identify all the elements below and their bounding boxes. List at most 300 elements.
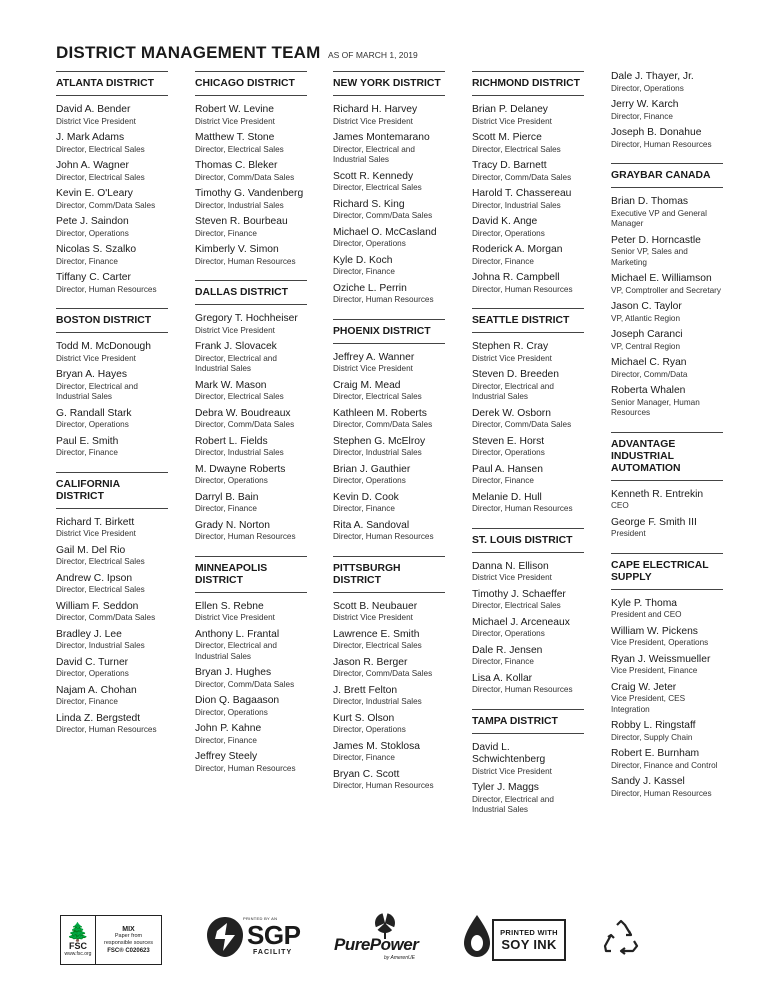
person-entry: [472, 782, 584, 816]
footer-logos: [0, 905, 768, 975]
person-name: Gregory T. Hochheiser: [195, 313, 298, 324]
person-title: President: [611, 529, 646, 538]
person-entry: [195, 244, 307, 267]
person-entry: [472, 742, 584, 778]
person-entry: [56, 104, 168, 127]
person-name: Kevin E. O'Leary: [56, 188, 133, 199]
person-entry: [333, 601, 445, 624]
person-entry: [333, 283, 445, 306]
person-name: Kimberly V. Simon: [195, 244, 279, 255]
person-entry: [195, 601, 307, 624]
section-heading: RICHMOND DISTRICT: [472, 71, 584, 96]
person-entry: [195, 751, 307, 774]
person-title: Director, Human Resources: [472, 504, 573, 513]
person-title: Director, Finance: [195, 228, 257, 238]
person-title: Director, Comm/Data Sales: [333, 669, 433, 678]
column-5: [611, 71, 723, 812]
person-name: Lawrence E. Smith: [333, 628, 420, 640]
person-name: Craig W. Jeter: [611, 681, 677, 693]
section-richmond-district: [472, 71, 584, 295]
person-name: Tracy D. Barnett: [472, 160, 547, 171]
person-title: Director, Human Resources: [333, 295, 434, 304]
person-entry: [56, 132, 168, 155]
person-title: Director, Operations: [56, 669, 129, 678]
section-chicago-district: [195, 71, 307, 267]
person-entry: [333, 520, 445, 543]
person-name: John P. Kahne: [195, 723, 262, 734]
person-name: William F. Seddon: [56, 600, 139, 612]
person-entry: [195, 380, 307, 403]
person-title: Director, Finance: [56, 448, 118, 457]
person-entry: [195, 436, 307, 459]
fsc-text: [96, 916, 161, 964]
person-entry: [195, 313, 307, 336]
person-name: Thomas C. Bleker: [195, 160, 278, 171]
person-name: Tiffany C. Carter: [56, 272, 131, 283]
person-entry: [56, 341, 168, 364]
person-entry: [611, 273, 723, 296]
person-name: Anthony L. Frantal: [195, 628, 280, 640]
person-name: Robert W. Levine: [195, 104, 274, 115]
pure-power-sub: by AmerenUE: [384, 955, 415, 961]
section-heading: TAMPA DISTRICT: [472, 709, 584, 734]
section-minneapolis-district: [195, 556, 307, 775]
person-title: Director, Electrical Sales: [333, 183, 422, 192]
person-title: District Vice President: [195, 116, 275, 126]
person-entry: [611, 329, 723, 352]
person-title: Director, Finance: [611, 111, 673, 121]
person-name: Harold T. Chassereau: [472, 188, 572, 199]
person-name: James Montemarano: [333, 132, 430, 143]
person-entry: [195, 408, 307, 431]
person-entry: [611, 776, 723, 799]
person-entry: [472, 104, 584, 127]
person-entry: [56, 657, 168, 680]
person-name: Steven E. Horst: [472, 435, 545, 447]
person-title: Director, Human Resources: [611, 788, 712, 798]
person-title: Director, Comm/Data Sales: [333, 420, 433, 429]
person-entry: [472, 188, 584, 211]
person-title: Director, Electrical Sales: [56, 172, 145, 182]
person-name: Richard S. King: [333, 198, 405, 210]
person-title: Director, Human Resources: [195, 532, 296, 541]
person-name: Richard T. Birkett: [56, 516, 135, 528]
person-title: District Vice President: [56, 353, 136, 363]
fsc-logo: [60, 915, 162, 965]
person-entry: [56, 629, 168, 652]
pure-power-logo: [332, 911, 432, 966]
section-seattle-district: [472, 308, 584, 515]
person-entry: [472, 673, 584, 696]
person-entry: [472, 216, 584, 239]
person-title: District Vice President: [195, 325, 275, 335]
person-entry: [195, 104, 307, 127]
person-entry: [472, 341, 584, 364]
column-2: [195, 71, 307, 787]
person-title: Director, Supply Chain: [611, 732, 693, 742]
section-heading: ATLANTA DISTRICT: [56, 71, 168, 96]
person-title: Director, Comm/Data Sales: [56, 200, 156, 210]
person-entry: [333, 769, 445, 792]
person-name: Brian D. Thomas: [611, 196, 689, 207]
person-entry: [611, 517, 723, 540]
person-name: Pete J. Saindon: [56, 216, 129, 227]
fsc-mark: [61, 916, 96, 964]
person-title: VP, Comptroller and Secretary: [611, 285, 721, 295]
person-title: Director, Electrical Sales: [472, 601, 561, 610]
person-name: Scott M. Pierce: [472, 132, 542, 143]
person-name: Jason C. Taylor: [611, 301, 682, 312]
person-entry: [611, 99, 723, 122]
person-name: Rita A. Sandoval: [333, 519, 410, 531]
person-title: Director, Human Resources: [472, 685, 573, 694]
person-name: Ellen S. Rebne: [195, 600, 264, 612]
person-entry: [611, 682, 723, 716]
soy-line2: SOY INK: [501, 937, 557, 952]
person-entry: [333, 492, 445, 515]
sgp-top-text: PRINTED BY AN: [243, 916, 278, 921]
section-heading: PITTSBURGH DISTRICT: [333, 556, 445, 593]
person-entry: [333, 629, 445, 652]
person-entry: [472, 160, 584, 183]
person-name: Kathleen M. Roberts: [333, 407, 427, 419]
person-name: Timothy G. Vandenberg: [195, 188, 304, 199]
sgp-logo: [205, 911, 305, 963]
section-heading: MINNEAPOLIS DISTRICT: [195, 556, 307, 593]
person-name: M. Dwayne Roberts: [195, 463, 286, 475]
person-title: Director, Industrial Sales: [472, 200, 561, 210]
section-heading: NEW YORK DISTRICT: [333, 71, 445, 96]
person-name: George F. Smith III: [611, 516, 697, 528]
column-4: [472, 71, 584, 829]
person-entry: [56, 573, 168, 596]
section-heading: CHICAGO DISTRICT: [195, 71, 307, 96]
person-title: District Vice President: [333, 364, 413, 373]
person-entry: [472, 561, 584, 584]
person-title: Senior Manager, Human Resources: [611, 397, 700, 417]
person-name: Richard H. Harvey: [333, 104, 418, 115]
person-name: Bryan A. Hayes: [56, 369, 127, 380]
person-entry: [472, 589, 584, 612]
person-name: William W. Pickens: [611, 625, 698, 637]
person-title: Director, Electrical Sales: [472, 144, 561, 154]
person-entry: [611, 626, 723, 649]
person-name: Matthew T. Stone: [195, 132, 275, 143]
person-title: Executive VP and General Manager: [611, 208, 707, 228]
person-name: Danna N. Ellison: [472, 560, 549, 572]
person-title: Director, Finance: [333, 753, 395, 762]
person-name: Kyle P. Thoma: [611, 597, 678, 609]
person-name: Johna R. Campbell: [472, 272, 560, 283]
section-graybar-canada: [611, 163, 723, 419]
sgp-emblem-icon: [205, 913, 245, 961]
person-name: Brian P. Delaney: [472, 104, 548, 115]
column-1: [56, 71, 168, 749]
person-entry: [333, 352, 445, 375]
person-title: District Vice President: [472, 116, 552, 126]
person-name: Robby L. Ringstaff: [611, 720, 696, 731]
person-entry: [611, 748, 723, 771]
person-name: Ryan J. Weissmueller: [611, 653, 711, 665]
section-california-district: [56, 472, 168, 736]
person-entry: [472, 272, 584, 295]
person-name: Todd M. McDonough: [56, 341, 152, 352]
person-title: Director, Electrical and Industrial Sales: [195, 353, 277, 373]
person-title: Director, Finance: [195, 504, 257, 513]
person-entry: [611, 127, 723, 150]
person-name: James M. Stoklosa: [333, 740, 420, 752]
person-entry: [333, 464, 445, 487]
person-title: Director, Operations: [611, 83, 684, 93]
sgp-sub-text: FACILITY: [253, 949, 293, 956]
person-entry: [333, 408, 445, 431]
person-name: Robert E. Burnham: [611, 748, 700, 759]
person-entry: [333, 436, 445, 459]
person-name: Darryl B. Bain: [195, 491, 259, 503]
person-name: Debra W. Boudreaux: [195, 407, 291, 419]
person-entry: [195, 667, 307, 690]
person-title: Director, Electrical Sales: [195, 144, 284, 154]
person-entry: [195, 520, 307, 543]
person-name: Michael O. McCasland: [333, 226, 437, 238]
person-name: G. Randall Stark: [56, 407, 132, 419]
person-title: Director, Industrial Sales: [56, 641, 145, 650]
person-name: Joseph B. Donahue: [611, 127, 702, 138]
soy-ink-box: [492, 919, 566, 961]
fsc-web: www.fsc.org: [64, 951, 92, 957]
person-entry: [611, 357, 723, 380]
person-name: Roderick A. Morgan: [472, 244, 563, 255]
person-entry: [56, 545, 168, 568]
person-name: Peter D. Horncastle: [611, 234, 701, 246]
person-name: Gail M. Del Rio: [56, 544, 126, 556]
person-title: CEO: [611, 501, 629, 510]
person-title: Director, Electrical Sales: [56, 557, 145, 566]
person-name: Linda Z. Bergstedt: [56, 712, 141, 724]
person-title: District Vice President: [56, 529, 136, 538]
person-name: Jason R. Berger: [333, 656, 408, 668]
person-name: Jeffrey Steely: [195, 751, 258, 762]
person-title: Director, Finance: [195, 735, 257, 745]
person-name: Brian J. Gauthier: [333, 463, 411, 475]
person-name: Grady N. Norton: [195, 519, 270, 531]
person-name: Kyle D. Koch: [333, 254, 393, 266]
person-entry: [56, 188, 168, 211]
person-title: Director, Finance: [333, 267, 395, 276]
person-title: President and CEO: [611, 610, 682, 619]
section-heading: SEATTLE DISTRICT: [472, 308, 584, 333]
person-name: Michael J. Arceneaux: [472, 616, 570, 628]
person-entry: [195, 492, 307, 515]
person-name: Frank J. Slovacek: [195, 341, 277, 352]
person-entry: [472, 645, 584, 668]
person-entry: [56, 160, 168, 183]
person-entry: [56, 713, 168, 736]
person-title: Director, Industrial Sales: [333, 448, 422, 457]
person-title: Director, Electrical Sales: [56, 585, 145, 594]
person-title: Director, Comm/Data Sales: [195, 679, 295, 689]
person-entry: [333, 255, 445, 278]
person-title: Director, Industrial Sales: [333, 697, 422, 706]
person-entry: [56, 408, 168, 431]
person-name: Kenneth R. Entrekin: [611, 488, 704, 500]
person-name: Kurt S. Olson: [333, 712, 395, 724]
person-entry: [333, 104, 445, 127]
person-entry: [611, 71, 723, 94]
person-entry: [195, 216, 307, 239]
person-title: Director, Finance: [472, 256, 534, 266]
person-title: Director, Electrical Sales: [333, 641, 422, 650]
person-name: Bradley J. Lee: [56, 628, 122, 640]
person-name: Michael C. Ryan: [611, 357, 687, 368]
person-entry: [611, 235, 723, 269]
person-title: Director, Comm/Data: [611, 369, 688, 379]
person-name: David K. Ange: [472, 216, 538, 227]
person-title: District Vice President: [56, 116, 136, 126]
person-name: Lisa A. Kollar: [472, 672, 533, 684]
person-entry: [472, 436, 584, 459]
section-advantage-industrial-automation: [611, 432, 723, 540]
person-name: Oziche L. Perrin: [333, 282, 407, 294]
person-name: Jeffrey A. Wanner: [333, 351, 415, 363]
person-title: Director, Electrical Sales: [56, 144, 145, 154]
person-name: David C. Turner: [56, 656, 129, 668]
person-title: Director, Comm/Data Sales: [472, 420, 572, 429]
section-heading: CALIFORNIA DISTRICT: [56, 472, 168, 509]
person-title: Director, Operations: [472, 629, 545, 638]
person-entry: [56, 272, 168, 295]
fsc-mark-label: FSC: [69, 941, 87, 951]
person-name: Craig M. Mead: [333, 379, 401, 391]
person-entry: [333, 713, 445, 736]
person-title: Director, Electrical Sales: [333, 392, 422, 401]
section-continued: [611, 71, 723, 150]
fsc-code: FSC® C020623: [107, 948, 150, 954]
sgp-main-text: SGP: [247, 920, 301, 950]
section-heading: GRAYBAR CANADA: [611, 163, 723, 188]
person-title: Director, Comm/Data Sales: [472, 172, 572, 182]
person-title: Director, Operations: [333, 725, 406, 734]
person-title: District Vice President: [333, 116, 413, 126]
person-title: Director, Operations: [195, 476, 268, 485]
person-title: Director, Operations: [472, 228, 545, 238]
person-title: Vice President, CES Integration: [611, 694, 686, 714]
person-entry: [56, 517, 168, 540]
person-entry: [611, 598, 723, 621]
person-entry: [195, 629, 307, 663]
title-date: AS OF MARCH 1, 2019: [327, 50, 418, 60]
person-title: Director, Industrial Sales: [195, 200, 284, 210]
person-name: Bryan J. Hughes: [195, 667, 272, 678]
fsc-line1: Paper from: [114, 933, 143, 939]
person-name: John A. Wagner: [56, 160, 129, 171]
pure-power-text: PurePower: [334, 935, 419, 954]
person-entry: [56, 216, 168, 239]
person-entry: [611, 654, 723, 677]
person-entry: [472, 464, 584, 487]
person-entry: [472, 492, 584, 515]
person-name: Kevin D. Cook: [333, 491, 399, 503]
fsc-mix: MIX: [122, 926, 135, 933]
person-entry: [611, 385, 723, 419]
page-title: [56, 43, 418, 63]
person-entry: [195, 341, 307, 375]
person-title: Director, Human Resources: [195, 763, 296, 773]
person-entry: [333, 227, 445, 250]
section-heading: BOSTON DISTRICT: [56, 308, 168, 333]
title-main: DISTRICT MANAGEMENT TEAM: [56, 43, 321, 62]
person-name: Michael E. Williamson: [611, 273, 712, 284]
person-name: Tyler J. Maggs: [472, 782, 539, 793]
person-entry: [195, 132, 307, 155]
person-entry: [195, 160, 307, 183]
person-entry: [472, 132, 584, 155]
person-entry: [333, 199, 445, 222]
person-title: Director, Comm/Data Sales: [333, 211, 433, 220]
person-name: Robert L. Fields: [195, 435, 268, 447]
person-title: Director, Human Resources: [56, 725, 157, 734]
person-name: Paul E. Smith: [56, 435, 119, 447]
person-name: J. Mark Adams: [56, 132, 125, 143]
person-name: Steven D. Breeden: [472, 369, 560, 380]
person-entry: [333, 380, 445, 403]
person-name: Derek W. Osborn: [472, 407, 551, 419]
section-new-york-district: [333, 71, 445, 306]
person-entry: [333, 171, 445, 194]
recycle-icon: [603, 919, 639, 955]
soy-ink-logo: [460, 913, 566, 961]
person-name: Jerry W. Karch: [611, 99, 679, 110]
person-entry: [611, 301, 723, 324]
person-entry: [611, 196, 723, 230]
person-title: Director, Operations: [333, 239, 406, 248]
person-title: Director, Comm/Data Sales: [195, 420, 295, 429]
section-dallas-district: [195, 280, 307, 543]
person-entry: [472, 408, 584, 431]
person-title: Director, Comm/Data Sales: [56, 613, 156, 622]
person-name: Dale R. Jensen: [472, 644, 543, 656]
person-entry: [195, 723, 307, 746]
person-title: Director, Electrical and Industrial Sales: [195, 641, 277, 661]
column-3: [333, 71, 445, 805]
person-title: Director, Human Resources: [195, 256, 296, 266]
person-title: VP, Central Region: [611, 341, 681, 351]
person-name: Melanie D. Hull: [472, 491, 542, 503]
person-title: Director, Industrial Sales: [195, 448, 284, 457]
person-entry: [56, 685, 168, 708]
person-title: Director, Finance: [333, 504, 395, 513]
person-title: Director, Human Resources: [56, 284, 157, 294]
person-name: Dale J. Thayer, Jr.: [611, 71, 694, 82]
person-entry: [333, 132, 445, 166]
person-title: Director, Operations: [56, 228, 129, 238]
person-name: Joseph Caranci: [611, 329, 683, 340]
person-name: Roberta Whalen: [611, 385, 686, 396]
section-atlanta-district: [56, 71, 168, 295]
person-name: Mark W. Mason: [195, 379, 267, 391]
person-title: Director, Finance and Control: [611, 760, 718, 770]
person-title: Director, Operations: [56, 420, 129, 429]
soybean-icon: [460, 913, 494, 961]
person-name: Bryan C. Scott: [333, 768, 400, 780]
person-title: Director, Operations: [333, 476, 406, 485]
person-title: Director, Electrical and Industrial Sales: [333, 144, 415, 164]
section-phoenix-district: [333, 319, 445, 543]
person-name: David A. Bender: [56, 104, 131, 115]
person-name: Paul A. Hansen: [472, 463, 543, 475]
person-entry: [333, 657, 445, 680]
soy-line1: PRINTED WITH: [500, 928, 558, 937]
